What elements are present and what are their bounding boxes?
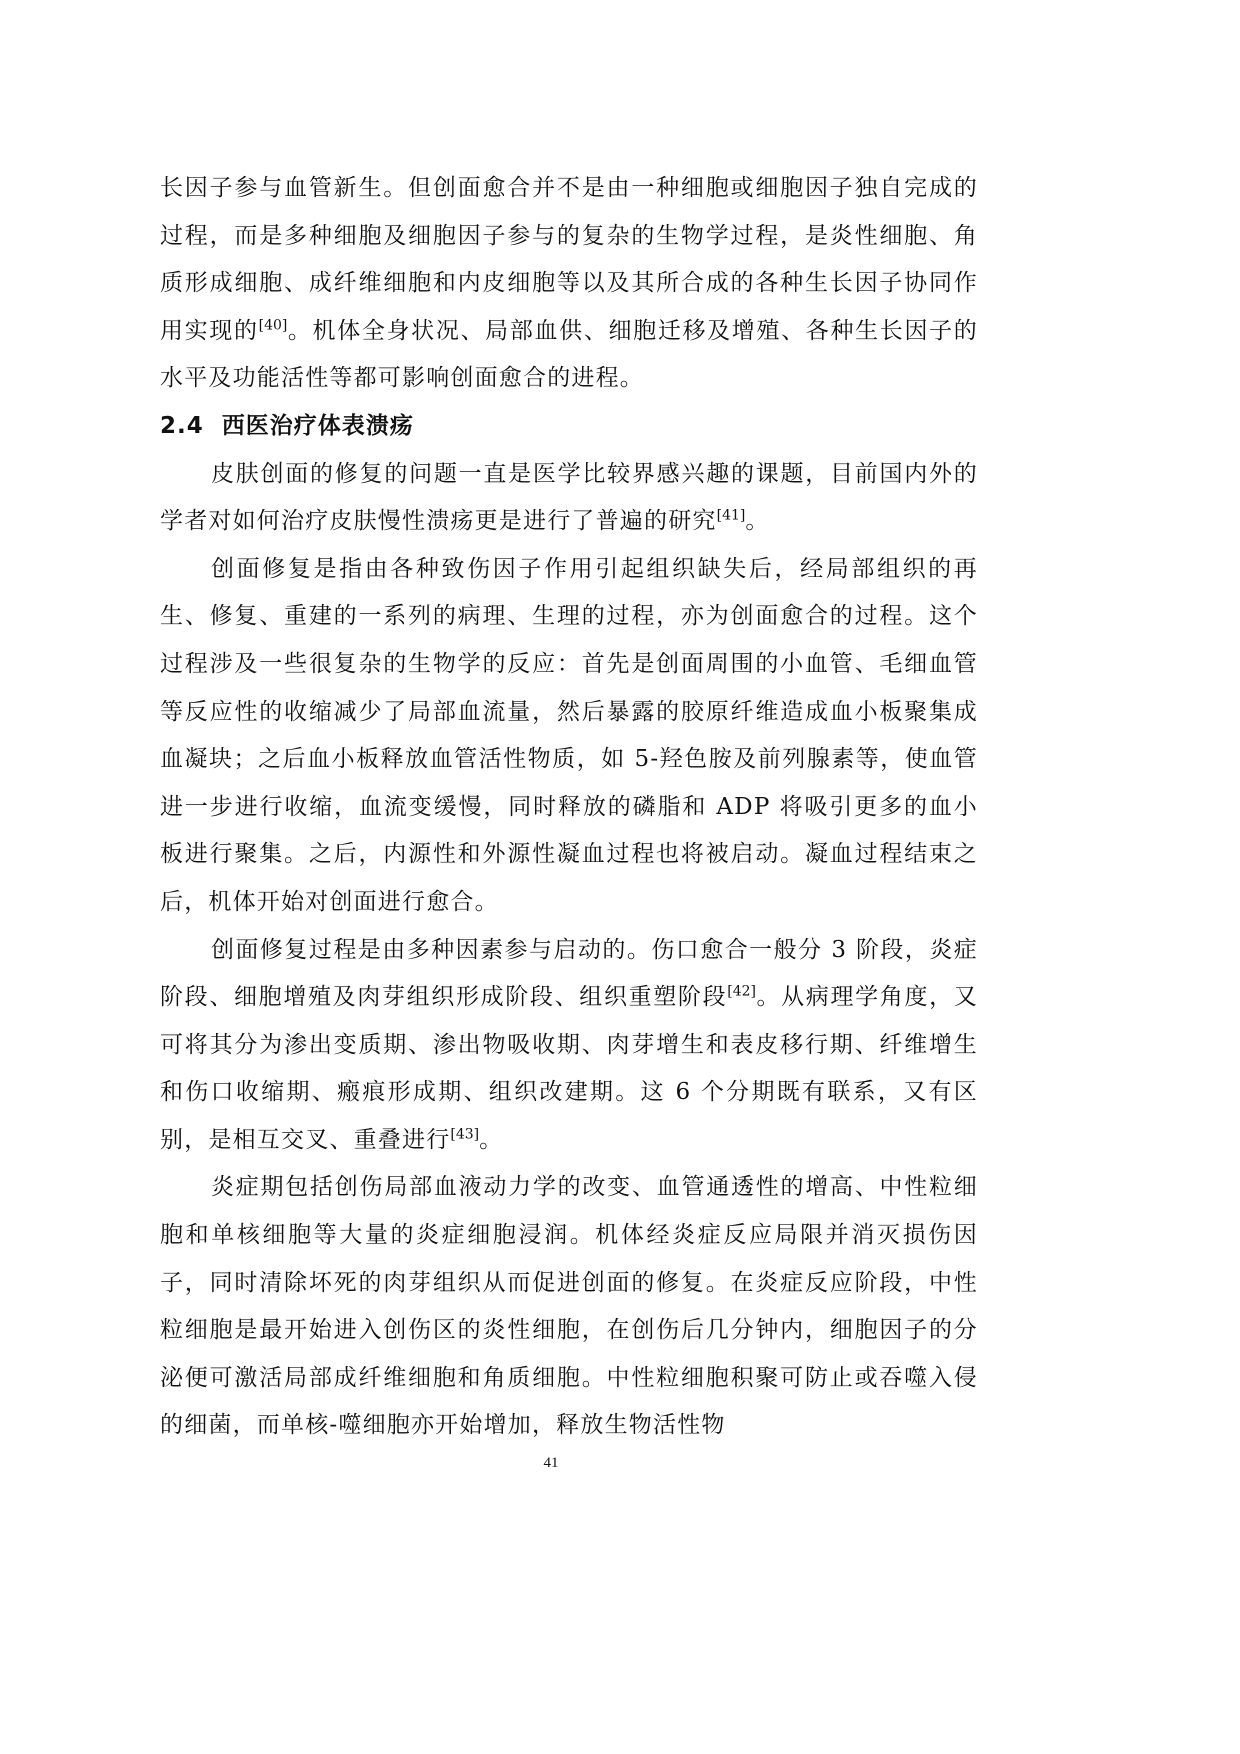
paragraph	[160, 927, 978, 1165]
page-number: 41	[543, 1455, 559, 1471]
paragraph	[160, 451, 978, 546]
section-number: 2.4	[160, 412, 204, 439]
citation: [43]	[450, 1126, 480, 1143]
citation: [42]	[727, 983, 757, 1000]
paragraph-text: 创面修复过程是由多种因素参与启动的。伤口愈合一般分 3 阶段，炎症阶段、细胞增殖及肉芽组织形成阶段、组织重塑阶段	[160, 936, 978, 1011]
paragraph-text: 。机体全身状况、局部血供、细胞迁移及增殖、各种生长因子的水平及功能活性等都可影响创面愈合的进程。	[160, 317, 978, 392]
paragraph-text: 。从病理学角度，又可将其分为渗出变质期、渗出物吸收期、肉芽增生和表皮移行期、纤维增生和伤口收缩期、瘢痕形成期、组织改建期。这 6 个分期既有联系，又有区别，是相互交叉、重叠进行	[160, 984, 978, 1153]
section-heading	[160, 403, 978, 451]
paragraph-text: 创面修复是指由各种致伤因子作用引起组织缺失后，经局部组织的再生、修复、重建的一系列的病理、生理的过程，亦为创面愈合的过程。这个过程涉及一些很复杂的生物学的反应：首先是创面周围的小血管、毛细血管等反应性的收缩减少了局部血流量，然后暴露的胶原纤维造成血小板聚集成血凝块；之后血小板释放血管活性物质，如 5-羟色胺及前列腺素等，使血管进一步进行收缩，血流变缓慢，同时释放的磷脂和 ADP 将吸引更多的血小板进行聚集。之后，内源性和外源性凝血过程也将被启动。凝血过程结束之后，机体开始对创面进行愈合。	[160, 555, 978, 915]
paragraph-text: 长因子参与血管新生。但创面愈合并不是由一种细胞或细胞因子独自完成的过程，而是多种细胞及细胞因子参与的复杂的生物学过程，是炎性细胞、角质形成细胞、成纤维细胞和内皮细胞等以及其所合成的各种生长因子协同作用实现的	[160, 175, 978, 344]
continued-paragraph	[160, 165, 978, 403]
paragraph-text: 。	[479, 1126, 504, 1153]
paragraph	[160, 1164, 978, 1450]
page-body	[160, 165, 978, 1450]
paragraph-text: 皮肤创面的修复的问题一直是医学比较界感兴趣的课题，目前国内外的学者对如何治疗皮肤慢性溃疡更是进行了普遍的研究	[160, 460, 978, 535]
paragraph-text: 。	[745, 508, 770, 535]
paragraph-text: 炎症期包括创伤局部血液动力学的改变、血管通透性的增高、中性粒细胞和单核细胞等大量的炎症细胞浸润。机体经炎症反应局限并消灭损伤因子，同时清除坏死的肉芽组织从而促进创面的修复。在炎症反应阶段，中性粒细胞是最开始进入创伤区的炎性细胞，在创伤后几分钟内，细胞因子的分泌便可激活局部成纤维细胞和角质细胞。中性粒细胞积聚可防止或吞噬入侵的细菌，而单核-噬细胞亦开始增加，释放生物活性物	[160, 1174, 978, 1439]
citation: [40]	[258, 317, 288, 334]
section-title: 西医治疗体表溃疡	[221, 412, 414, 439]
citation: [41]	[716, 507, 746, 524]
paragraph	[160, 546, 978, 927]
